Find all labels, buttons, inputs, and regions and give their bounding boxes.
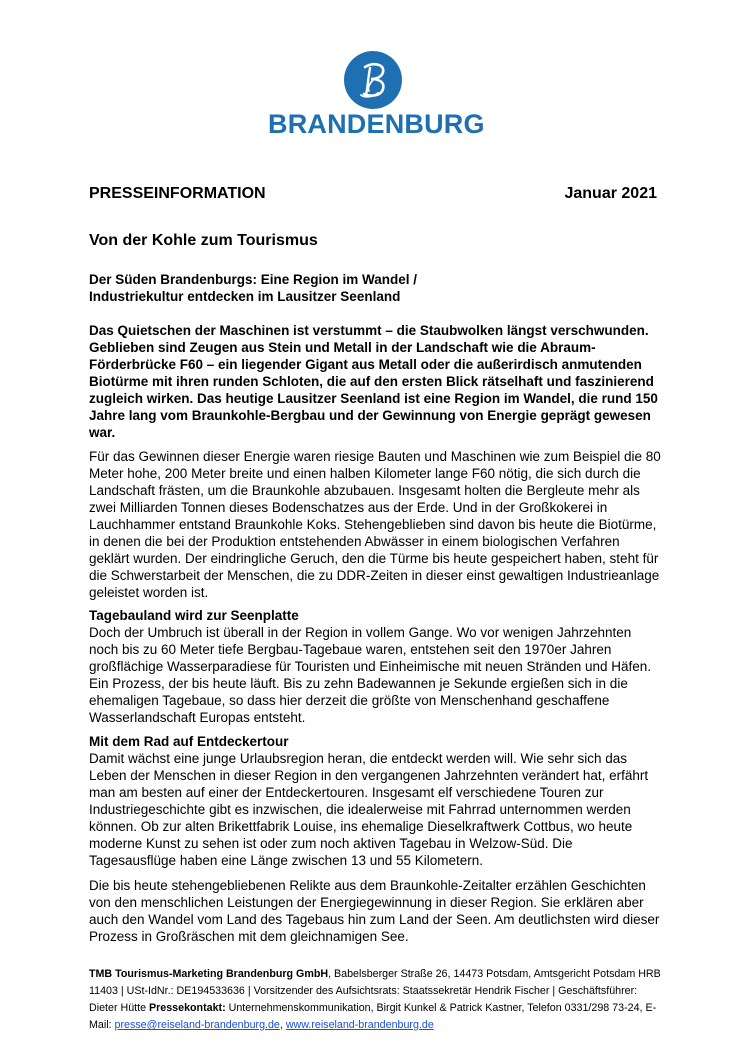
footer-separator: , (279, 1019, 286, 1031)
subtitle-line-1: Der Süden Brandenburgs: Eine Region im Wandel / (89, 272, 418, 287)
footer-press-label: Pressekontakt: (149, 1002, 226, 1014)
body-paragraph-1: Für das Gewinnen dieser Energie waren riesige Bauten und Maschinen wie zum Beispiel die 80 Meter hohe, 200 Meter breite und einen halben Kilometer lange F60 nötig, die sich durch die Landschaft frästen, um die Braunkohle abzubauen. Insgesamt holten die Bergleute mehr als zwei Milliarden Tonnen dieses Bodenschatzes aus der Erde. Und in der Großkokerei in Lauchhammer entstand Braunkohle Koks. Stehengeblieben sind davon bis heute die Biotürme, in denen die bei der Produktion entstehenden Abwässer in einem biologischen Verfahren geklärt wurden. Der eindringliche Geruch, den die Türme bis heute gespeichert haben, steht für die Schwerstarbeit der Menschen, die zu DDR-Zeiten in dieser einst gewaltigen Industrieanlage geleistet worden ist. (89, 449, 661, 600)
section-heading: Mit dem Rad auf Entdeckertour (89, 734, 289, 749)
brandenburg-b-monogram-icon (343, 50, 403, 110)
section-text: Damit wächst eine junge Urlaubsregion heran, die entdeckt werden will. Wie sehr sich das Leben der Menschen in dieser Region in den vergangenen Jahrzehnten verändert hat, erfährt man am besten auf einer der Entdeckertouren. Insgesamt elf verschiedene Touren zur Industriegeschichte gibt es inzwischen, die idealerweise mit Fahrrad unternommen werden können. Ob zur alten Brikettfabrik Louise, ins ehemalige Dieselkraftwerk Cottbus, wo heute moderne Kunst zu sehen ist oder zum noch aktiven Tagebau in Welzow-Süd. Die Tagesausflüge haben eine Länge zwischen 13 und 55 Kilometern. (89, 751, 649, 868)
section-entdeckertour (89, 733, 661, 869)
document-header (89, 183, 657, 205)
document-date: Januar 2021 (564, 185, 657, 202)
footer-company-name: TMB Tourismus-Marketing Brandenburg GmbH (89, 968, 329, 980)
section-text: Doch der Umbruch ist überall in der Region in vollem Gange. Wo vor wenigen Jahrzehnten noch bis zu 60 Meter tiefe Bergbau-Tagebaue waren, entstehen seit den 1970er Jahren großflächige Wasserparadiese für Touristen und Einheimische mit neuen Stränden und Häfen. Ein Prozess, der bis heute läuft. Bis zu zehn Badewannen je Sekunde ergießen sich in die ehemaligen Tagebaue, so dass hier derzeit die größte von Menschenhand geschaffene Wasserlandschaft Europas entsteht. (89, 625, 652, 725)
brandenburg-logo (268, 50, 485, 140)
section-heading: Tagebauland wird zur Seenplatte (89, 608, 299, 623)
brand-wordmark: BRANDENBURG (268, 109, 485, 139)
section-seenplatte (89, 607, 661, 726)
document-type-label: PRESSEINFORMATION (89, 185, 266, 202)
footer-email-link[interactable]: presse@reiseland-brandenburg.de (114, 1019, 280, 1031)
body-paragraph-2: Die bis heute stehengebliebenen Relikte aus dem Braunkohle-Zeitalter erzählen Geschichten von den menschlichen Leistungen der Energiegewinnung in dieser Region. Sie erklären aber auch den Wandel vom Land des Tagebaus hin zum Land der Seen. Am deutlichsten wird dieser Prozess in Großräschen mit dem gleichnamigen See. (89, 878, 660, 944)
subtitle-line-2: Industriekultur entdecken im Lausitzer Seenland (89, 289, 401, 304)
footer-press-details: Unternehmenskommunikation, Birgit Kunkel & Patrick Kastner, Telefon 0331/298 73-24, E-Mail: (89, 1002, 657, 1031)
footer-company-details: , Babelsberger Straße 26, 14473 Potsdam, Amtsgericht Potsdam HRB 11403 | USt-IdNr.: DE194533636 | Vorsitzender des Aufsichtsrats: Staatssekretär Hendrik Fischer | Geschäftsführer: Dieter Hütte (89, 968, 661, 1014)
lead-paragraph: Das Quietschen der Maschinen ist verstummt – die Staubwolken längst verschwunden. Geblieben sind Zeugen aus Stein und Metall in der Landschaft wie die Abraum-Förderbrücke F60 – ein liegender Gigant aus Metall oder die außerirdisch anmutenden Biotürme mit ihren runden Schloten, die auf den ersten Blick rätselhaft und faszinierend zugleich wirken. Das heutige Lausitzer Seenland ist eine Region im Wandel, die rund 150 Jahre lang vom Braunkohle-Bergbau und der Gewinnung von Energie geprägt gewesen war. (89, 323, 658, 440)
page-title: Von der Kohle zum Tourismus (89, 232, 318, 249)
footer-website-link[interactable]: www.reiseland-brandenburg.de (285, 1019, 434, 1031)
subtitle (89, 271, 657, 305)
footer-imprint (89, 966, 661, 1034)
